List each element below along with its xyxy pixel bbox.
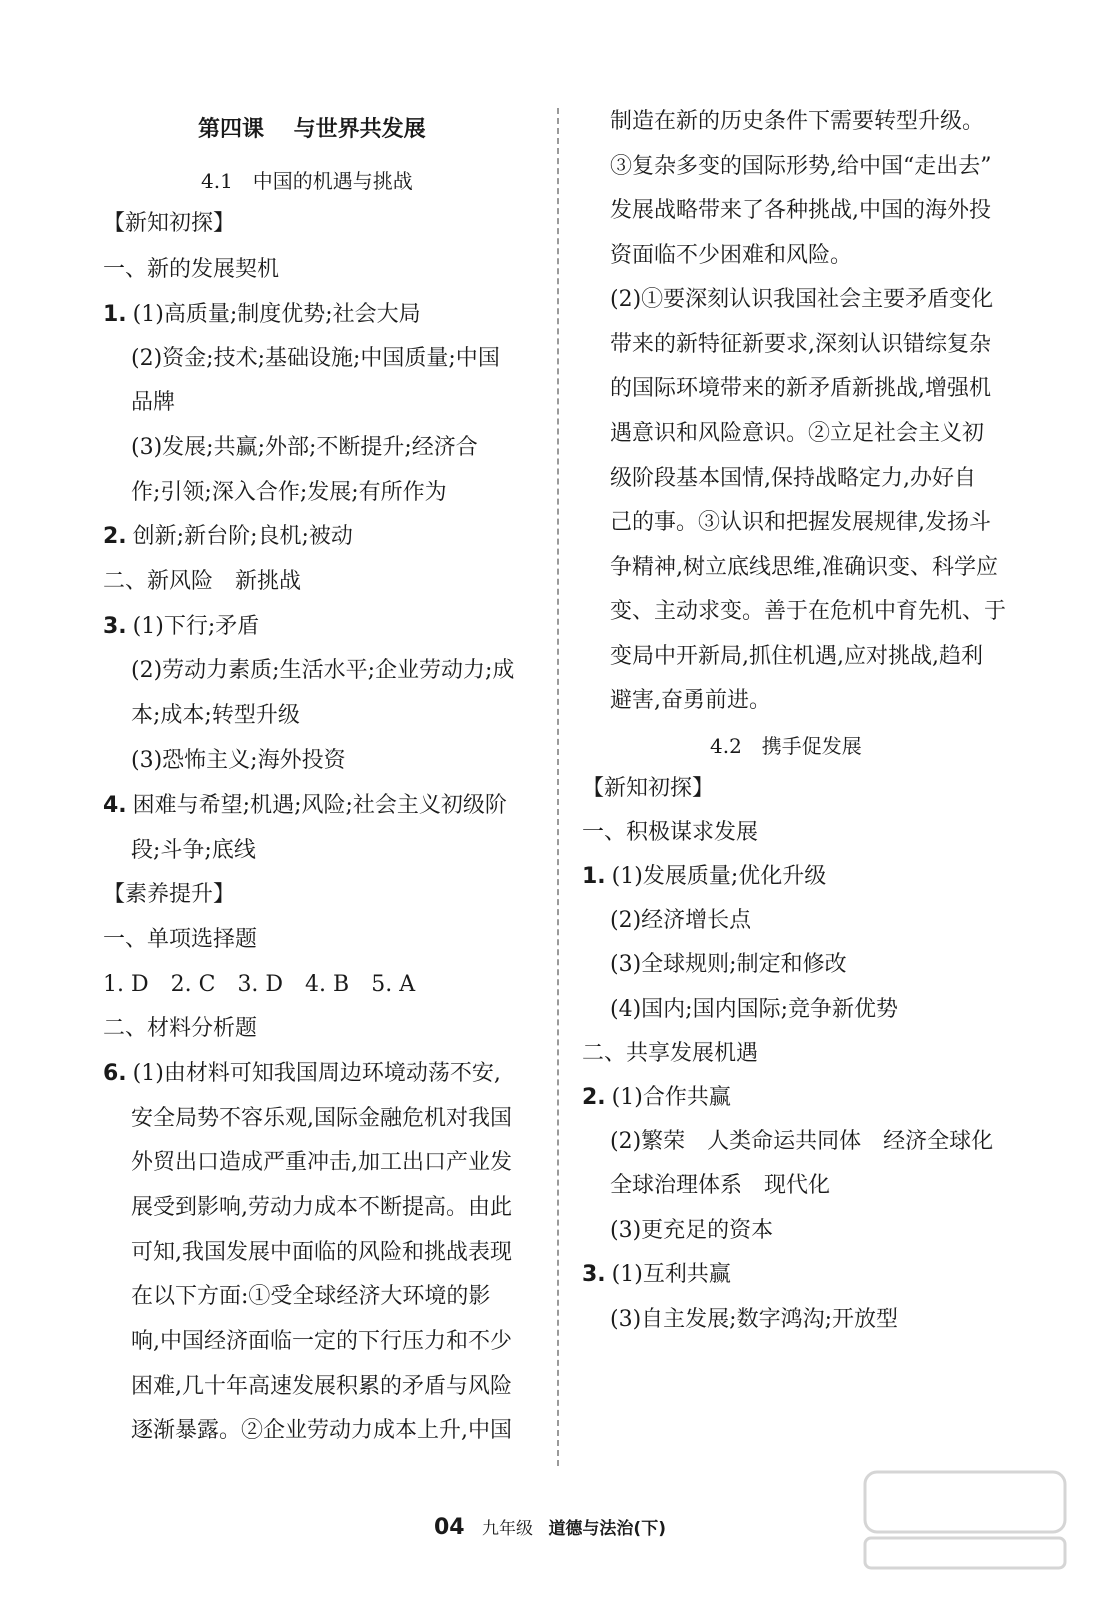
left-line: 在以下方面:①受全球经济大环境的影: [131, 1284, 491, 1309]
item-number: 1.: [582, 864, 606, 889]
item-text: (1)下行;矛盾: [132, 614, 260, 639]
right-line: [582, 1260, 731, 1290]
left-line: 4.1 中国的机遇与挑战: [201, 169, 413, 193]
right-line: 争精神,树立底线思维,准确识变、科学应: [610, 555, 998, 580]
right-line: 避害,奋勇前进。: [610, 688, 771, 713]
item-text: 创新;新台阶;良机;被动: [132, 524, 353, 549]
left-line: (3)发展;共赢;外部;不断提升;经济合: [131, 435, 478, 460]
right-line: [582, 862, 826, 892]
item-number: 6.: [103, 1061, 127, 1086]
page-number: 04: [434, 1515, 465, 1540]
left-line: 响,中国经济面临一定的下行压力和不少: [131, 1329, 512, 1354]
right-line: ③复杂多变的国际形势,给中国“走出去”: [610, 154, 992, 179]
left-line: [103, 1059, 501, 1089]
left-line: 【新知初探】: [103, 211, 236, 236]
left-line: [103, 791, 507, 821]
left-line: 段;斗争;底线: [131, 838, 256, 863]
item-number: 3.: [103, 614, 127, 639]
left-line: 【素养提升】: [103, 882, 236, 907]
item-number: 2.: [103, 524, 127, 549]
right-line: 变、主动求变。善于在危机中育先机、于: [610, 599, 1007, 624]
left-line: [103, 612, 259, 642]
item-text: 困难与希望;机遇;风险;社会主义初级阶: [132, 793, 507, 818]
left-line: [103, 522, 353, 552]
right-line: 带来的新特征新要求,深刻认识错综复杂: [610, 332, 991, 357]
item-text: (1)发展质量;优化升级: [611, 864, 827, 889]
left-line: 二、新风险 新挑战: [103, 569, 302, 594]
right-line: 己的事。③认识和把握发展规律,发扬斗: [610, 510, 991, 535]
left-line: (2)资金;技术;基础设施;中国质量;中国: [131, 346, 500, 371]
left-line: 作;引领;深入合作;发展;有所作为: [131, 480, 447, 505]
left-line: 二、材料分析题: [103, 1016, 258, 1041]
right-line: 的国际环境带来的新矛盾新挑战,增强机: [610, 376, 991, 401]
right-line: 资面临不少困难和风险。: [610, 243, 853, 268]
right-line: (4)国内;国内国际;竞争新优势: [610, 997, 898, 1022]
left-line: 一、单项选择题: [103, 927, 258, 952]
right-line: 4.2 携手促发展: [710, 734, 862, 758]
right-line: (3)全球规则;制定和修改: [610, 952, 847, 977]
right-line: (3)自主发展;数字鸿沟;开放型: [610, 1307, 898, 1332]
left-line: 第四课 与世界共发展: [198, 117, 426, 142]
right-line: 【新知初探】: [582, 776, 715, 801]
right-line: (2)①要深刻认识我国社会主要矛盾变化: [610, 287, 994, 312]
left-line: 展受到影响,劳动力成本不断提高。由此: [131, 1195, 512, 1220]
left-line: 品牌: [131, 390, 176, 415]
item-text: (1)由材料可知我国周边环境动荡不安,: [132, 1061, 501, 1086]
right-line: (3)更充足的资本: [610, 1218, 774, 1243]
right-line: (2)经济增长点: [610, 908, 752, 933]
left-line: 可知,我国发展中面临的风险和挑战表现: [131, 1240, 512, 1265]
left-line: 安全局势不容乐观,国际金融危机对我国: [131, 1106, 512, 1131]
watermark-logo-icon: [860, 1464, 1070, 1574]
left-line: 外贸出口造成严重冲击,加工出口产业发: [131, 1150, 512, 1175]
right-line: 级阶段基本国情,保持战略定力,办好自: [610, 466, 976, 491]
right-line: 二、共享发展机遇: [582, 1041, 759, 1066]
right-line: 变局中开新局,抓住机遇,应对挑战,趋利: [610, 644, 983, 669]
grade-label: 九年级: [482, 1519, 534, 1539]
left-line: 本;成本;转型升级: [131, 703, 300, 728]
right-line: 一、积极谋求发展: [582, 820, 759, 845]
right-line: 全球治理体系 现代化: [610, 1173, 831, 1198]
subject-label: 道德与法治(下): [548, 1519, 666, 1539]
left-line: (2)劳动力素质;生活水平;企业劳动力;成: [131, 658, 515, 683]
left-line: 一、新的发展契机: [103, 257, 280, 282]
item-text: (1)互利共赢: [611, 1262, 731, 1287]
item-number: 2.: [582, 1085, 606, 1110]
right-line: 制造在新的历史条件下需要转型升级。: [610, 109, 985, 134]
right-line: [582, 1083, 731, 1113]
left-line: 1. D 2. C 3. D 4. B 5. A: [103, 972, 416, 997]
column-divider: [557, 108, 559, 1466]
left-line: 逐渐暴露。②企业劳动力成本上升,中国: [131, 1418, 512, 1443]
item-number: 3.: [582, 1262, 606, 1287]
left-line: 困难,几十年高速发展积累的矛盾与风险: [131, 1374, 512, 1399]
left-line: [103, 300, 421, 330]
right-line: (2)繁荣 人类命运共同体 经济全球化: [610, 1129, 994, 1154]
item-number: 4.: [103, 793, 127, 818]
item-text: (1)合作共赢: [611, 1085, 731, 1110]
right-line: 发展战略带来了各种挑战,中国的海外投: [610, 198, 991, 223]
item-number: 1.: [103, 302, 127, 327]
left-line: (3)恐怖主义;海外投资: [131, 748, 346, 773]
right-line: 遇意识和风险意识。②立足社会主义初: [610, 421, 985, 446]
item-text: (1)高质量;制度优势;社会大局: [132, 302, 421, 327]
